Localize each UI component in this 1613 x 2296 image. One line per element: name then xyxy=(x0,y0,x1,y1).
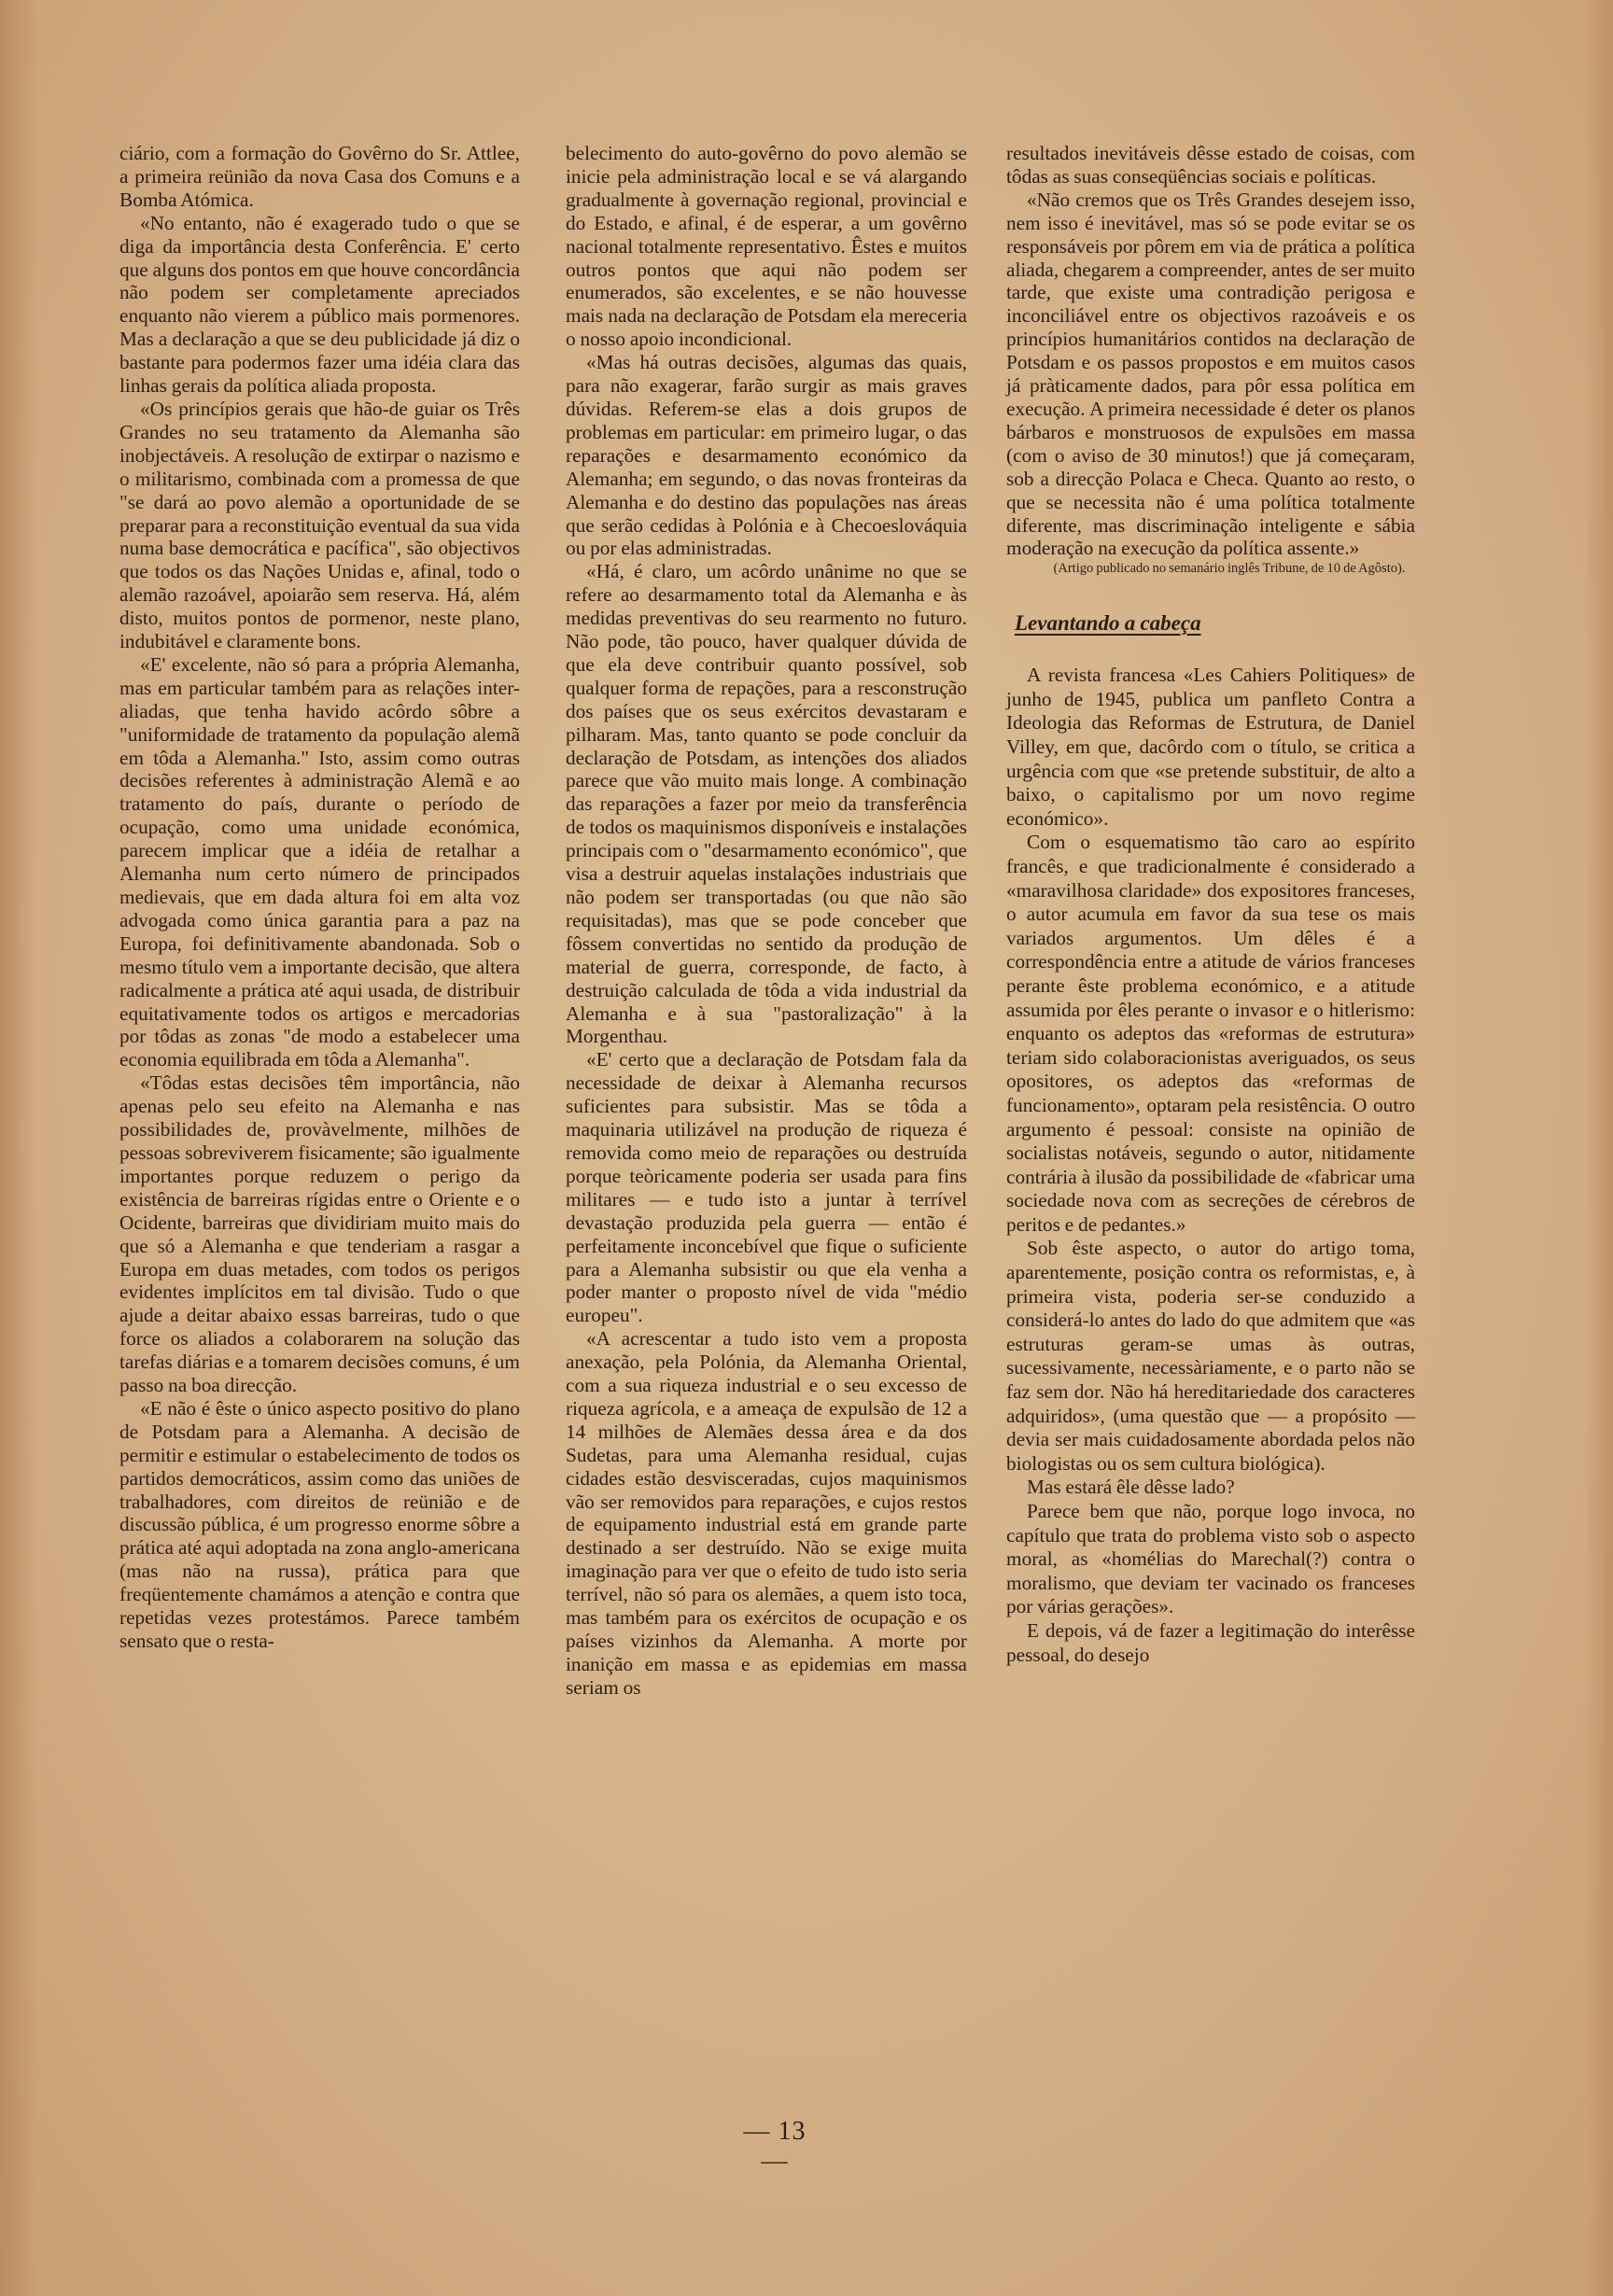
paragraph: «A acrescentar a tudo isto vem a proposta anexação, pela Polónia, da Alemanha Oriental, com a sua riqueza industrial e o seu excesso de riqueza agrícola, e a ameaça de expulsão de 12 a 14 milhões de Alemães dessa área e da dos Sudetas, para uma Alemanha residual, cujas cidades estão desvisceradas, cujos maquinismos vão ser removidos para reparações, e cujos restos de equipamento industrial está em grande parte destinado a ser destruído. Não se exige muita imaginação para ver que o efeito de tudo isto seria terrível, não só para os alemães, a quem isto toca, mas também para os exércitos de ocupação e os países vizinhos da Alemanha. A morte por inanição em massa e as epidemias em massa seriam os xyxy=(566,1327,967,1699)
column-3 xyxy=(1006,142,1415,1667)
column-1 xyxy=(119,142,520,1653)
paragraph: «E' excelente, não só para a própria Alemanha, mas em particular também para as relações inter-aliadas, que tenha havido acôrdo sôbre a "uniformidade de tratamento da população alemã em tôda a Alemanha." Isto, assim como outras decisões referentes à administração Alemã e ao tratamento do país, durante o período de ocupação, como uma unidade económica, parecem implicar que a idéia de retalhar a Alemanha num certo número de principados medievais, que em dada altura foi em alta voz advogada como única garantia para a paz na Europa, foi definitivamente abandonada. Sob o mesmo título vem a importante decisão, que altera radicalmente a prática até aqui usada, de distribuir equitativamente todos os artigos e mercadorias por tôdas as zonas "de modo a estabelecer uma economia equilibrada em tôda a Alemanha". xyxy=(119,652,520,1071)
paragraph: «Mas há outras decisões, algumas das quais, para não exagerar, farão surgir as mais graves dúvidas. Referem-se elas a dois grupos de problemas em particular: em primeiro lugar, o das reparações e desarmamento económico da Alemanha; em segundo, o das novas fronteiras da Alemanha e do destino das populações nas áreas que serão cedidas à Polónia e à Checoeslováquia ou por elas administradas. xyxy=(566,351,967,560)
paragraph: ciário, com a formação do Govêrno do Sr. Attlee, a primeira reünião da nova Casa dos Comuns e a Bomba Atómica. xyxy=(119,142,520,211)
paragraph: Com o esquematismo tão caro ao espírito francês, e que tradicionalmente é considerado a «maravilhosa claridade» dos expositores franceses, o autor acumula em favor da sua tese os mais variados argumentos. Um dêles é a correspondência entre a atitude de vários franceses perante êste problema económico, e a atitude assumida por êles perante o invasor e o hitlerismo: enquanto os adeptos das «reformas de estrutura» teriam sido colaboracionistas averiguados, os seus opositores, os adeptos das «reformas de funcionamento», optaram pela resistência. O outro argumento é pessoal: consiste na opinião de socialistas notáveis, segundo o autor, nitidamente contrária à ilusão da possibilidade de «fabricar uma sociedade nova com as secreções de cérebros de peritos e de pedantes.» xyxy=(1006,831,1415,1236)
section-heading: Levantando a cabeça xyxy=(1015,611,1201,636)
paragraph: Parece bem que não, porque logo invoca, no capítulo que trata do problema visto sob o aspecto moral, as «homélias do Marechal(?) contra o moralismo, que deviam ter vacinado os franceses por várias gerações». xyxy=(1006,1500,1415,1618)
paragraph: «No entanto, não é exagerado tudo o que se diga da importância desta Conferência. E' certo que alguns dos pontos em que houve concordância não podem ser completamente apreciados enquanto não vierem a público mais pormenores. Mas a declaração a que se deu publicidade já diz o bastante para podermos fazer uma idéia clara das linhas gerais da política aliada proposta. xyxy=(119,211,520,398)
paragraph: «Há, é claro, um acôrdo unânime no que se refere ao desarmamento total da Alemanha e às medidas preventivas do seu rearmento no futuro. Não pode, tão pouco, haver qualquer dúvida de que ela deve contribuir quanto possível, sob qualquer forma de repações, para a resconstrução dos países que os seus exércitos devastaram e pilharam. Mas, tanto quanto se pode concluir da declaração de Potsdam, as intenções dos aliados parece que vão muito mais longe. A combinação das reparações a fazer por meio da transferência de todos os maquinismos disponíveis e instalações principais com o "desarmamento económico", que visa a destruir aquelas instalações industriais que não podem ser transportadas (ou que não são requisitadas), mas que se pode conceber que fôssem convertidas no sentido da produção de material de guerra, corresponde, de facto, à destruição calculada de tôda a vida industrial da Alemanha e à sua "pastoralização" à la Morgenthau. xyxy=(566,560,967,1048)
paragraph: Mas estará êle dêsse lado? xyxy=(1027,1476,1235,1499)
column-2 xyxy=(566,142,967,1700)
paragraph: belecimento do auto-govêrno do povo alemão se inicie pela administração local e se vá alargando gradualmente à governação regional, provincial e do Estado, e afinal, é de esperar, a um govêrno nacional totalmente representativo. Êstes e muitos outros pontos que aqui não podem ser enumerados, são excelentes, e se não houvesse mais nada na declaração de Potsdam ela mereceria o nosso apoio incondicional. xyxy=(566,142,967,351)
paragraph: «Não cremos que os Três Grandes desejem isso, nem isso é inevitável, mas só se pode evitar se os responsáveis por pôrem em via de prática a política aliada, chegarem a compreender, antes de ser muito tarde, que existe uma contradição perigosa e inconciliável entre os objectivos razoáveis e os princípios humanitários contidos na declaração de Potsdam e os passos propostos e em muitos casos já pràticamente dados, para pôr essa política em execução. A primeira necessidade é deter os planos bárbaros e monstruosos de expulsões em massa (com o aviso de 30 minutos!) que já começaram, sob a direcção Polaca e Checa. Quanto ao resto, o que se necessita não é uma política totalmente diferente, mas discriminação inteligente e sábia moderação na execução da política assente.» xyxy=(1006,188,1415,560)
article-source-note: (Artigo publicado no semanário inglês Tribune, de 10 de Agôsto). xyxy=(1053,561,1406,577)
paragraph: «Os princípios gerais que hão-de guiar os Três Grandes no seu tratamento da Alemanha são inobjectáveis. A resolução de extirpar o nazismo e o militarismo, combinada com a promessa de que "se dará ao povo alemão a oportunidade de se preparar para a reconstituição eventual da sua vida numa base democrática e pacífica", são objectivos que todos os das Nações Unidas e, afinal, todo o alemão razoável, apoiarão sem reserva. Há, além disto, muitos pontos de pormenor, neste plano, indubitável e claramente bons. xyxy=(119,397,520,653)
paragraph: E depois, vá de fazer a legitimação do interêsse pessoal, do desejo xyxy=(1006,1618,1415,1666)
paragraph: A revista francesa «Les Cahiers Politiques» de junho de 1945, publica um panfleto Contra a Ideologia das Reformas de Estrutura, de Daniel Villey, em que, dacôrdo com o título, se critica a urgência com que «se pretende substituir, de alto a baixo, o capitalismo por um novo regime económico». xyxy=(1006,664,1415,830)
page-edge-shadow-right xyxy=(1585,0,1613,2296)
page-edge-shadow-left xyxy=(0,0,37,2296)
paragraph: resultados inevitáveis dêsse estado de coisas, com tôdas as suas conseqüências sociais e políticas. xyxy=(1006,142,1415,188)
paragraph: «E não é êste o único aspecto positivo do plano de Potsdam para a Alemanha. A decisão de permitir e estimular o estabelecimento de todos os partidos democráticos, assim como das uniões de trabalhadores, com direitos de reünião e de discussão pública, é um progresso enorme sôbre a prática até aqui adoptada na zona anglo-americana (mas não na russa), prática para que freqüentemente chamámos a atenção e contra que repetidas vezes protestámos. Parece também sensato que o resta- xyxy=(119,1396,520,1652)
paragraph: «Tôdas estas decisões têm importância, não apenas pelo seu efeito na Alemanha e nas possibilidades de, provàvelmente, milhões de pessoas sobreviverem fisicamente; são igualmente importantes porque reduzem o perigo da existência de barreiras rígidas entre o Oriente e o Ocidente, barreiras que dividiriam muito mais do que só a Alemanha e que tenderiam a rasgar a Europa em duas metades, com todos os perigos evidentes implícitos em tal divisão. Tudo o que ajude a deitar abaixo essas barreiras, tudo o que force os aliados a colaborarem na solução das tarefas diárias e a tomarem decisões comuns, é um passo na boa direcção. xyxy=(119,1071,520,1397)
page-number: — 13 — xyxy=(743,2117,806,2176)
paragraph: «E' certo que a declaração de Potsdam fala da necessidade de deixar à Alemanha recursos suficientes para subsistir. Mas se tôda a maquinaria utilizável na produção de riqueza é removida como meio de reparações ou destruída porque teòricamente poderia ser usada para fins militares — e tudo isto a juntar à terrível devastação produzida pela guerra — então é perfeitamente inconcebível que fique o suficiente para a Alemanha subsistir ou que ela venha a poder manter o proposto nível de vida "médio europeu". xyxy=(566,1048,967,1327)
article-body xyxy=(1006,664,1415,1667)
paragraph: Sob êste aspecto, o autor do artigo toma, aparentemente, posição contra os reformistas, e, à primeira vista, poderia ser-se conduzido a considerá-lo antes do lado do que admitem que «as estruturas geram-se umas às outras, sucessivamente, necessàriamente, e o parto não se faz sem dor. Não há hereditariedade dos caracteres adquiridos», (uma questão que — a propósito — devia ser mais cuidadosamente abordada pelos não biologistas ou os sem cultura biológica). xyxy=(1006,1237,1415,1475)
